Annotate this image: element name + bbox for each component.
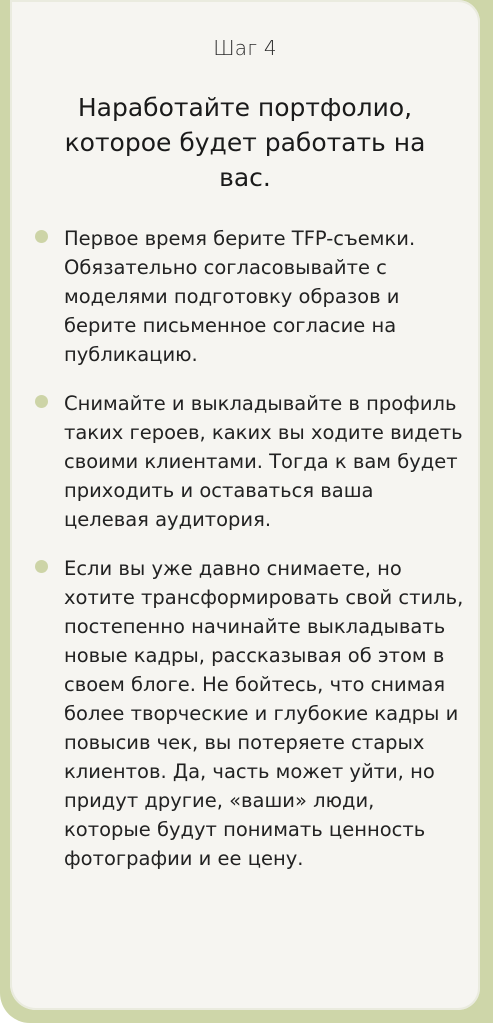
bullet-dot-icon: [35, 395, 48, 408]
list-item: [34, 224, 464, 369]
tips-list: [34, 224, 464, 893]
card-title: Наработайте портфолио, которое будет работать на вас.: [64, 93, 426, 192]
list-item: [34, 554, 464, 873]
content-card: [10, 0, 480, 1010]
step-label: Шаг 4: [213, 36, 277, 60]
list-item-text: Если вы уже давно снимаете, но хотите трансформировать свой стиль, постепенно начинайте выкладывать новые кадры, рассказывая об этом в своем блоге. Не бойтесь, что снимая более творческие и глубокие кадры и повысив чек, вы потеряете старых клиентов. Да, часть может уйти, но придут другие, «ваши» люди, которые будут понимать ценность фотографии и ее цену.: [64, 557, 464, 870]
list-item: [34, 389, 464, 534]
bullet-dot-icon: [35, 560, 48, 573]
list-item-text: Снимайте и выкладывайте в профиль таких героев, каких вы ходите видеть своими клиентами. Тогда к вам будет приходить и оставаться ваша целевая аудитория.: [64, 392, 463, 531]
bullet-dot-icon: [35, 230, 48, 243]
list-item-text: Первое время берите TFP-съемки. Обязательно согласовывайте с моделями подготовку образов и берите письменное согласие на публикацию.: [64, 227, 416, 366]
